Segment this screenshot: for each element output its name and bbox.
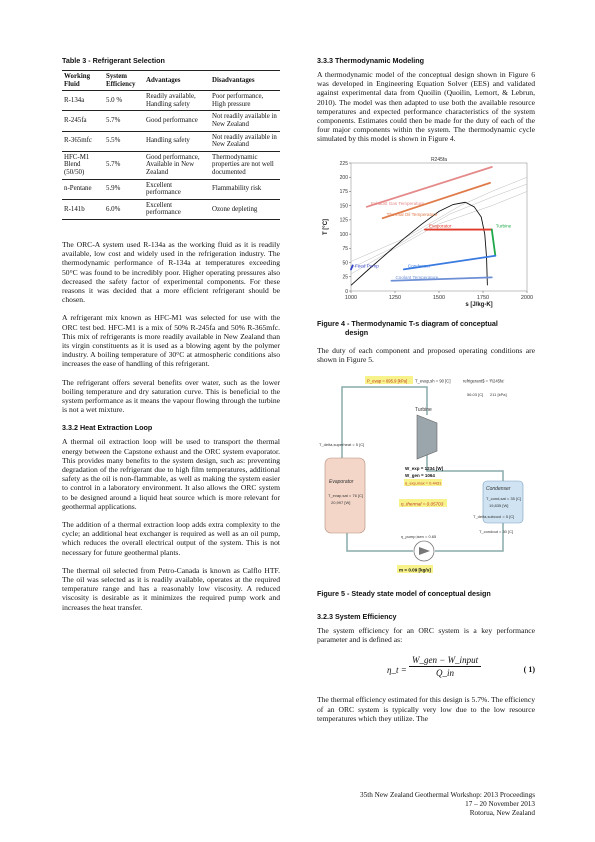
y-axis-label: T [°C]	[323, 218, 329, 235]
figure-4-caption	[317, 319, 535, 337]
cell-efficiency: 5.7%	[104, 111, 144, 131]
series-label: Feed Pump	[355, 263, 379, 269]
figure-4	[317, 153, 535, 313]
series-label: Evaporator	[428, 223, 452, 229]
x-tick-label: 1000	[344, 294, 358, 301]
cell-advantages: Readily available, Handling safety	[144, 91, 210, 111]
header-advantages: Advantages	[144, 71, 210, 91]
cell-advantages: Good performance	[144, 111, 210, 131]
figure-5	[317, 373, 535, 583]
table-row	[62, 179, 280, 199]
t-evap-sh-label: T_evap,sh = 90 [C]	[415, 378, 451, 384]
cell-disadvantages: Flammability risk	[210, 179, 280, 199]
cell-efficiency: 5.0 %	[104, 91, 144, 111]
y-tick-label: 100	[339, 231, 348, 238]
t-cond-sat-label: T_cond,sat = 35 [C]	[486, 496, 522, 502]
table3-title: Table 3 - Refrigerant Selection	[62, 56, 165, 65]
y-tick-label: 75	[342, 245, 348, 252]
p-evap-label: P_evap = 695.9 [kPa]	[367, 378, 408, 384]
paragraph-duty: The duty of each component and proposed operating conditions are shown in Figure 5.	[317, 345, 535, 364]
condenser-label: Condenser	[486, 486, 511, 493]
footer-line2: 17 – 20 November 2013	[465, 800, 535, 808]
cell-efficiency: 6.0%	[104, 199, 144, 219]
footer-line1: 35th New Zealand Geothermal Workshop: 2013 Proceedings	[360, 791, 535, 799]
t-evap-sat-label: T_evap,sat = 76 [C]	[328, 493, 364, 499]
eq-number: ( 1)	[523, 665, 535, 675]
eta-pump-label: η_pump,isen = 0.65	[401, 534, 437, 540]
cell-fluid: R-365mfc	[62, 131, 104, 151]
eq-denominator: Q_in	[436, 668, 455, 679]
pipe-condenser-pump	[435, 523, 503, 551]
eq-numerator: W_gen − W_input	[409, 655, 481, 667]
eta-exp-label: η_exp,max = 0.4431	[405, 480, 442, 486]
x-tick-label: 1500	[432, 294, 446, 301]
header-disadvantages: Disadvantages	[210, 71, 280, 91]
paragraph-efficiency-result: The thermal efficiency estimated for this design is 5.7%. The efficiency of an ORC system is typically very low due to the low resource temperatures which they utilize. The	[317, 695, 535, 723]
x-axis-label: s [J/kg-K]	[465, 301, 493, 308]
eq-fraction	[409, 655, 481, 678]
y-tick-label: 175	[339, 188, 348, 195]
figure-5-caption: Figure 5 - Steady state model of conceptual design	[317, 589, 491, 599]
series-label: Coolant Temperature	[395, 274, 439, 280]
cell-advantages: Handling safety	[144, 131, 210, 151]
eq-lhs: η_t =	[387, 665, 407, 676]
paragraph-complexity: The addition of a thermal extraction loop adds extra complexity to the cycle; an additional heat exchanger is required as well as an oil pump, which reduces the overall electrical output of the system. This is not necessary for future geothermal plants.	[62, 519, 280, 557]
paragraph-oil-loop: A thermal oil extraction loop will be used to transport the thermal energy between the Capstone exhaust and the ORC system evaporator. This provides many benefits to the system design, such as: preventing degradation of the refrigerant due to high film temperatures, additional safety as the oil is non-flammable, as well as making the system easier to control in a laboratory environment. It also allows the ORC system to be designed around a liquid heat source which is more relevant for geothermal applications.	[62, 437, 280, 511]
cell-efficiency: 5.7%	[104, 151, 144, 179]
table-row	[62, 91, 280, 111]
table-row	[62, 111, 280, 131]
right-column	[317, 56, 535, 732]
footer-line3: Rotorua, New Zealand	[469, 809, 535, 817]
y-tick-label: 25	[342, 274, 348, 281]
t-delta-sub-label: T_delta,subcool = 5 [C]	[473, 514, 515, 520]
y-tick-label: 150	[339, 203, 348, 210]
cell-fluid: n-Pentane	[62, 179, 104, 199]
fig4-caption-line1: Figure 4 - Thermodynamic T-s diagram of conceptual	[317, 318, 498, 328]
ts-diagram-chart	[317, 153, 535, 308]
y-tick-label: 225	[339, 160, 348, 167]
cell-advantages: Excellent performance	[144, 199, 210, 219]
cell-disadvantages: Not readily available in New Zealand	[210, 111, 280, 131]
fig4-caption-line2: design	[345, 327, 369, 337]
cell-disadvantages: Not readily available in New Zealand	[210, 131, 280, 151]
header-system-efficiency: System Efficiency	[104, 71, 144, 91]
t-delta-sh-label: T_delta,superheat = 5 [C]	[319, 442, 365, 448]
series-label: Condenser	[407, 263, 431, 269]
y-tick-label: 125	[339, 217, 348, 224]
page-footer	[317, 791, 535, 818]
y-tick-label: 200	[339, 174, 348, 181]
y-tick-label: 0	[345, 288, 348, 295]
t-cond-out-label: T_condout = 30 [C]	[479, 529, 514, 535]
cell-fluid: R-141b	[62, 199, 104, 219]
series-label: Thermal Oil Temperature	[386, 211, 438, 217]
series-label: Exhaust Gas Temperature	[370, 200, 425, 206]
turbine-out-pressure: 211 [kPa]	[490, 392, 507, 398]
cell-fluid: R-134a	[62, 91, 104, 111]
paragraph-efficiency-intro: The system efficiency for an ORC system is a key performance parameter and is defined as:	[317, 626, 535, 645]
heading-heat-extraction: 3.3.2 Heat Extraction Loop	[62, 423, 153, 433]
heading-thermo-modeling: 3.3.3 Thermodynamic Modeling	[317, 56, 425, 65]
cell-disadvantages: Thermodynamic properties are not well documented	[210, 151, 280, 179]
series-label: Turbine	[495, 223, 512, 229]
cell-advantages: Excellent performance	[144, 179, 210, 199]
cell-efficiency: 5.9%	[104, 179, 144, 199]
paragraph-model: A thermodynamic model of the conceptual design shown in Figure 6 was developed in Engineering Equation Solver (EES) and validated against experimental data from Quoilin (Quoilin, Lemort, & Lebrun, 2010). The model was then adapted to use both the available resource temperatures and expected performance characteristics of the system components. Estimates could then be made for the duty of each of the four major components within the system. The thermodynamic cycle simulated by this model is shown in Figure 4.	[317, 70, 535, 144]
cell-disadvantages: Poor performance, High pressure	[210, 91, 280, 111]
paragraph-calflo: The thermal oil selected from Petro-Canada is known as Calflo HTF. The oil was selected as it is readily available, operates at the required temperature range and has a reasonably low viscosity. A reduced viscosity is desirable as it minimizes the required pump work and increases the heat transfer.	[62, 565, 280, 612]
paragraph-orc-a: The ORC-A system used R-134a as the working fluid as it is readily available, low cost and widely used in the refrigeration industry. The thermodynamic performance of R-134a at temperatures exceeding 50°C was found to be incredibly poor. Higher operating pressures also decreased the safety factor of experimental components. For these reasons it was decided that a more efficient refrigerant should be chosen.	[62, 239, 280, 305]
cell-fluid: R-245fa	[62, 111, 104, 131]
turbine-shape	[417, 415, 437, 459]
turbine-label: Turbine	[415, 407, 432, 414]
x-tick-label: 1250	[388, 294, 402, 301]
table-header-row	[62, 71, 280, 91]
refrigerant-table	[62, 70, 280, 220]
turbine-out-temp: 56.03 [C]	[467, 392, 484, 398]
cell-efficiency: 5.5%	[104, 131, 144, 151]
cell-advantages: Good performance, Available in New Zealand	[144, 151, 210, 179]
w-gen-label: W_gen = 1064	[405, 473, 435, 479]
heading-system-efficiency: 3.2.3 System Efficiency	[317, 612, 397, 622]
table-row	[62, 131, 280, 151]
y-tick-label: 50	[342, 259, 348, 266]
evap-q-label: 20,997 [W]	[331, 500, 351, 506]
chart-title: R245fa	[430, 156, 448, 163]
refrigerant-label: refrigerant$ = 'R245fa'	[463, 378, 505, 384]
header-working-fluid: Working Fluid	[62, 71, 104, 91]
paragraph-benefits: The refrigerant offers several benefits over water, such as the lower boiling temperature and dry saturation curve. This is beneficial to the system performance as it means the vapour flowing through the turbine is not a wet mixture.	[62, 377, 280, 415]
cell-fluid: HFC-M1 Blend (50/50)	[62, 151, 104, 179]
x-tick-label: 1750	[476, 294, 490, 301]
left-column	[62, 56, 280, 621]
table-row	[62, 151, 280, 179]
m-dot-label: m = 0.09 [kg/s]	[399, 567, 431, 573]
paragraph-hfc-m1: A refrigerant mix known as HFC-M1 was selected for use with the ORC test bed. HFC-M1 is a mix of 50% R-245fa and 50% R-365mfc. This mix of refrigerants is more readily available in New Zealand than its virgin constituents as it is used as a blowing agent by the polymer industry. A boiling temperature of 30°C at atmospheric conditions also increases the ease of handling of this refrigerant.	[62, 313, 280, 369]
pipe-evap-turbine	[342, 387, 427, 458]
table-row	[62, 199, 280, 219]
cond-q-label: 19,835 [W]	[489, 503, 509, 509]
evaporator-label: Evaporator	[329, 479, 354, 486]
w-exp-label: W_exp = 1234 [W]	[405, 466, 444, 472]
thermal-eff-label: η_thermal = 0.05703	[401, 501, 444, 507]
x-tick-label: 2000	[520, 294, 534, 301]
efficiency-equation	[317, 653, 535, 687]
steady-state-diagram	[317, 373, 535, 578]
cell-disadvantages: Ozone depleting	[210, 199, 280, 219]
